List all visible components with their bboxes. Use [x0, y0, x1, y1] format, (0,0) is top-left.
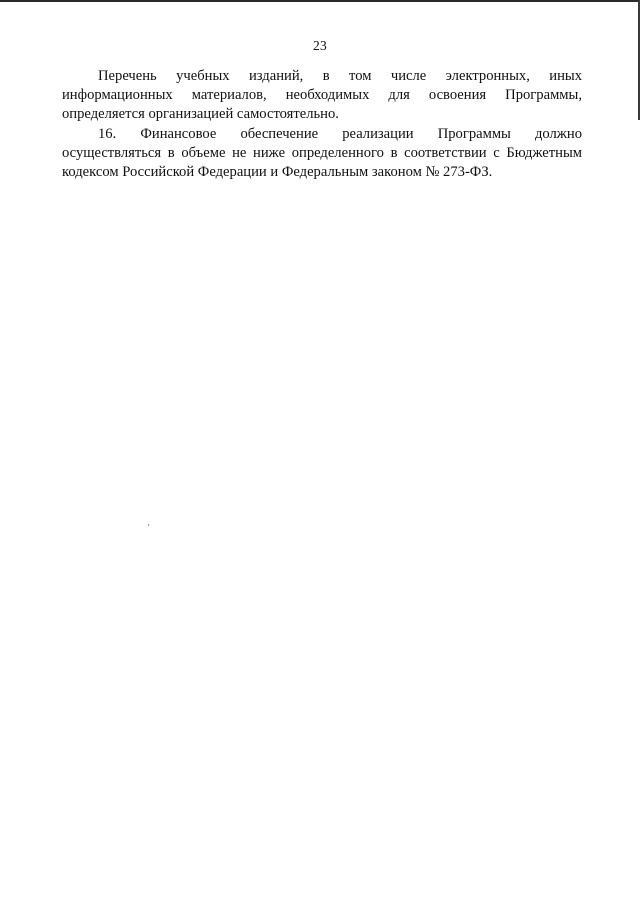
paragraph-financial-support: 16. Финансовое обеспечение реализации Программы должно осуществляться в объеме не ниже определенного в соответствии с Бюджетным кодексом Российской Федерации и Федеральным законом № 273-ФЗ.	[62, 125, 582, 181]
scan-speck	[148, 524, 149, 526]
page-number: 23	[313, 38, 327, 53]
paragraph-study-materials: Перечень учебных изданий, в том числе электронных, иных информационных материалов, необходимых для освоения Программы, определяется организацией самостоятельно.	[62, 68, 582, 123]
body-text	[62, 67, 582, 182]
scan-edge-top	[0, 0, 640, 2]
